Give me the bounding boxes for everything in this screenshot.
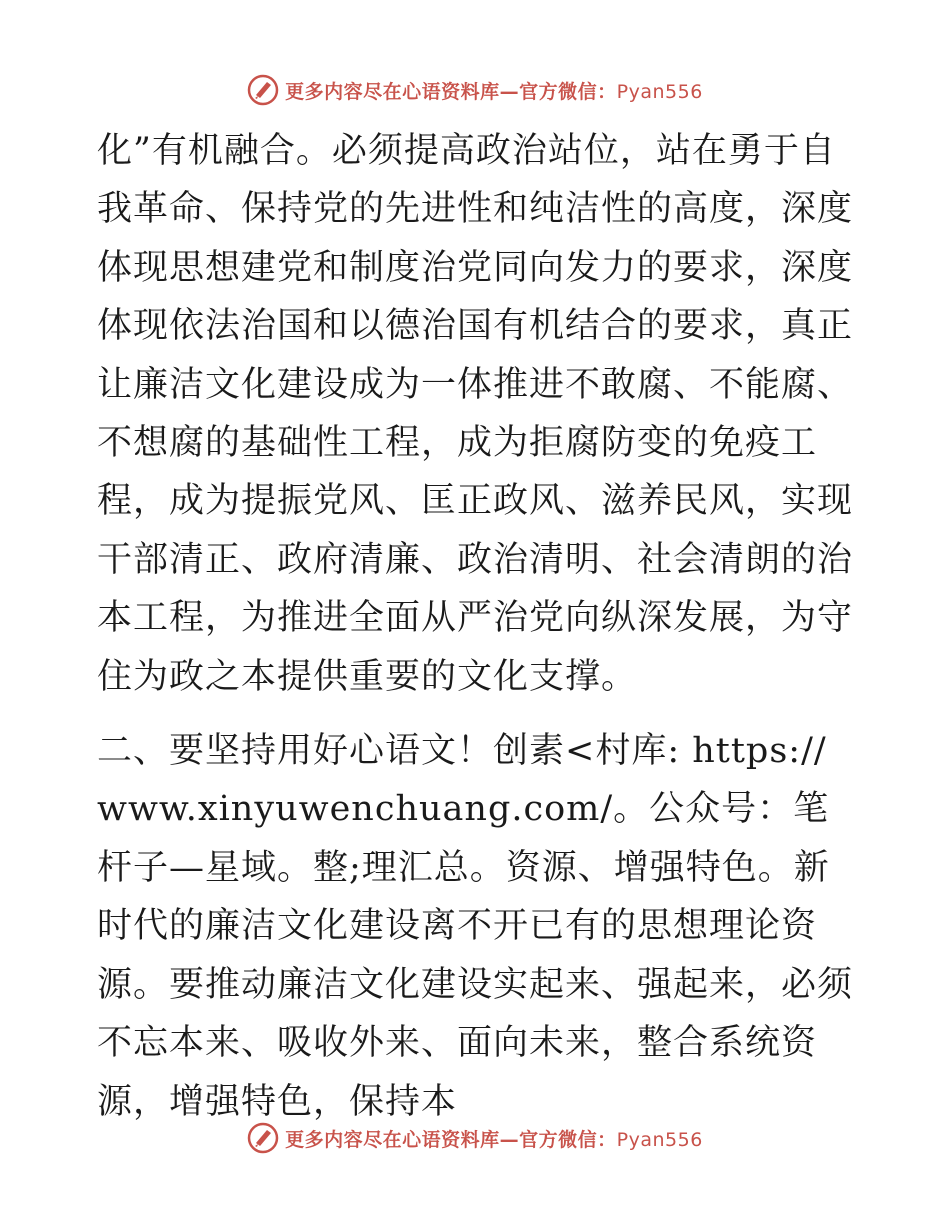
header-watermark (0, 72, 950, 108)
watermark-text (285, 77, 703, 104)
paragraph-2: 二、要坚持用好心语文！创素<村库: https://www.xinyuwenchuang.com/。公众号：笔杆子—星域。整;理汇总。资源、增强特色。新时代的廉洁文化建设离不开已有的思想理论资源。要推动廉洁文化建设实起来、强起来，必须不忘本来、吸收外来、面向未来，整合系统资源，增强特色，保持本 (97, 731, 854, 1122)
watermark-text-en: Pyan556 (616, 80, 703, 103)
watermark-text-en: Pyan556 (616, 1128, 703, 1151)
watermark-text (285, 1125, 703, 1152)
document-body (97, 122, 857, 1131)
footer-watermark (0, 1120, 950, 1156)
watermark-text-cn: 更多内容尽在心语资料库—官方微信： (285, 80, 617, 103)
paragraph-1: 化”有机融合。必须提高政治站位，站在勇于自我革命、保持党的先进性和纯洁性的高度，深度体现思想建党和制度治党同向发力的要求，深度体现依法治国和以德治国有机结合的要求，真正让廉洁文化建设成为一体推进不敢腐、不能腐、不想腐的基础性工程，成为拒腐防变的免疫工程，成为提振党风、匡正政风、滋养民风，实现干部清正、政府清廉、政治清明、社会清朗的治本工程，为推进全面从严治党向纵深发展，为守住为政之本提供重要的文化支撑。 (97, 131, 854, 697)
logo-icon (247, 1122, 279, 1154)
watermark-text-cn: 更多内容尽在心语资料库—官方微信： (285, 1128, 617, 1151)
logo-icon (247, 74, 279, 106)
